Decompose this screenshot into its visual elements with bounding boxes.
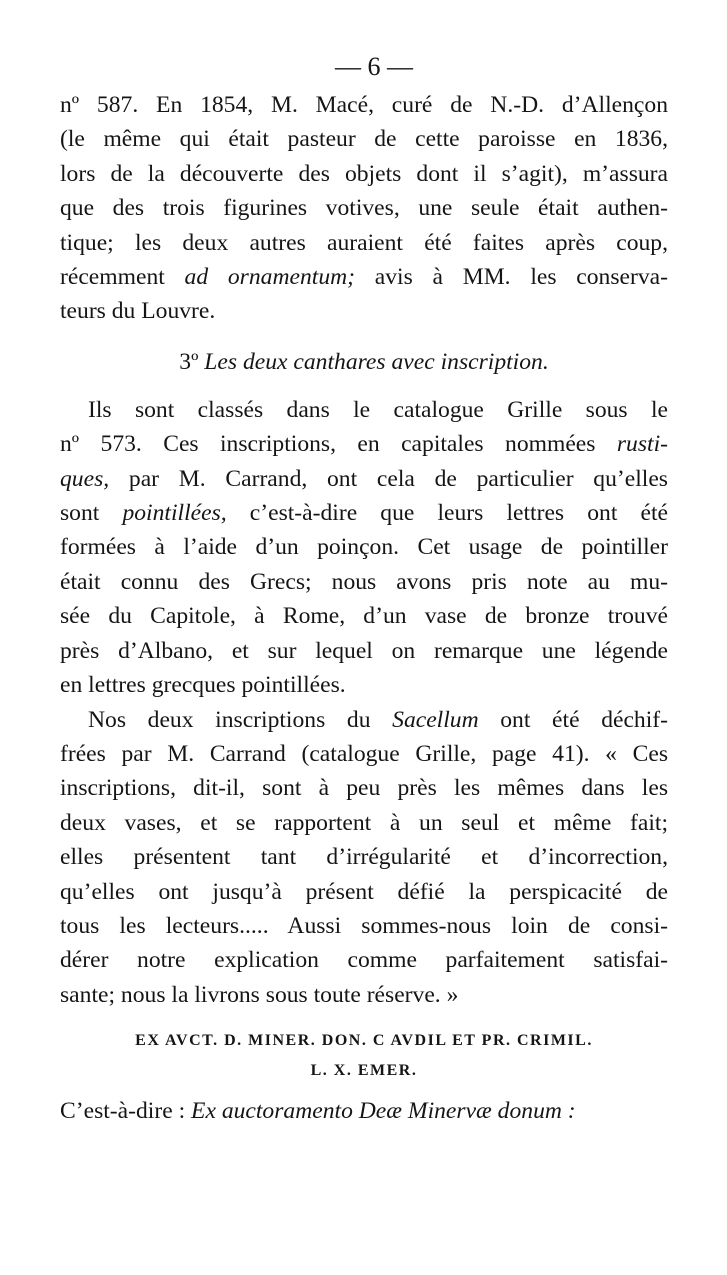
text-run: nº 573. Ces inscriptions, en capitales nommées: [60, 431, 617, 458]
text-line: près d’Albano, et sur lequel on remarque une légende: [60, 637, 668, 664]
text-line: [60, 462, 668, 496]
italic-phrase: rusti-: [616, 431, 668, 458]
text-line: qu’elles ont jusqu’à présent défié la perspicacité de: [60, 878, 668, 905]
text-line: en lettres grecques pointillées.: [60, 672, 346, 699]
text-line: Ils sont classés dans le catalogue Grille sous le: [88, 396, 668, 423]
text-line: [60, 427, 668, 461]
italic-phrase: Sacellum: [392, 706, 479, 733]
inscription-line-2: L. X. EMER.: [310, 1062, 418, 1080]
text-line: formées à l’aide d’un poinçon. Cet usage de pointiller: [60, 534, 668, 561]
text-line: teurs du Louvre.: [60, 298, 216, 325]
text-run: Nos deux inscriptions du: [88, 706, 393, 733]
italic-phrase: pointillées,: [122, 500, 227, 527]
closing-line: [60, 1094, 668, 1128]
text-line: lors de la découverte des objets dont il s’agit), m’assura: [60, 160, 668, 187]
text-line: tous les lecteurs..... Aussi sommes-nous loin de consi-: [60, 912, 668, 939]
text-line: [60, 260, 668, 294]
text-line: frées par M. Carrand (catalogue Grille, page 41). « Ces: [60, 740, 668, 767]
text-line: tique; les deux autres auraient été faites après coup,: [60, 229, 668, 256]
text-run: ont été déchif-: [478, 706, 668, 733]
text-line: [60, 496, 668, 530]
text-run: par M. Carrand, ont cela de particulier qu’elles: [109, 465, 668, 492]
document-page: [60, 50, 668, 1128]
text-run: sont: [60, 500, 123, 527]
paragraph-2: [60, 393, 668, 703]
text-run: c’est-à-dire que leurs lettres ont été: [226, 500, 668, 527]
inscription-line-1: EX AVCT. D. MINER. DON. C AVDIL ET PR. CRIMIL.: [135, 1032, 593, 1050]
text-line: dérer notre explication comme parfaitement satisfai-: [60, 947, 668, 974]
text-line: que des trois figurines votives, une seule était authen-: [60, 195, 668, 222]
text-line: (le même qui était pasteur de cette paroisse en 1836,: [60, 126, 668, 153]
page-number: — 6 —: [335, 52, 413, 81]
text-line: deux vases, et se rapportent à un seul et même fait;: [60, 809, 668, 836]
italic-phrase: Ex auctoramento Deæ Minervæ donum :: [191, 1098, 576, 1125]
text-line: inscriptions, dit-il, sont à peu près les mêmes dans les: [60, 775, 668, 802]
text-run: récemment: [60, 264, 185, 291]
italic-phrase: ques,: [60, 465, 110, 492]
text-run: C’est-à-dire :: [60, 1098, 192, 1125]
paragraph-3: [60, 703, 668, 1013]
text-line: nº 587. En 1854, M. Macé, curé de N.-D. d’Allençon: [60, 92, 668, 118]
section-title: Les deux canthares avec inscription.: [204, 348, 549, 375]
text-line: [60, 703, 668, 737]
paragraph-1: [60, 88, 668, 329]
text-line: sante; nous la livrons sous toute réserve. »: [60, 981, 459, 1008]
section-heading: [60, 345, 668, 379]
text-run: avis à MM. les conserva-: [355, 264, 668, 291]
text-line: elles présentent tant d’irrégularité et d’incorrection,: [60, 844, 668, 871]
text-line: sée du Capitole, à Rome, d’un vase de bronze trouvé: [60, 603, 668, 630]
section-number: 3º: [179, 348, 199, 375]
italic-phrase: ad ornamentum;: [184, 264, 356, 291]
text-line: était connu des Grecs; nous avons pris note au mu-: [60, 568, 668, 595]
